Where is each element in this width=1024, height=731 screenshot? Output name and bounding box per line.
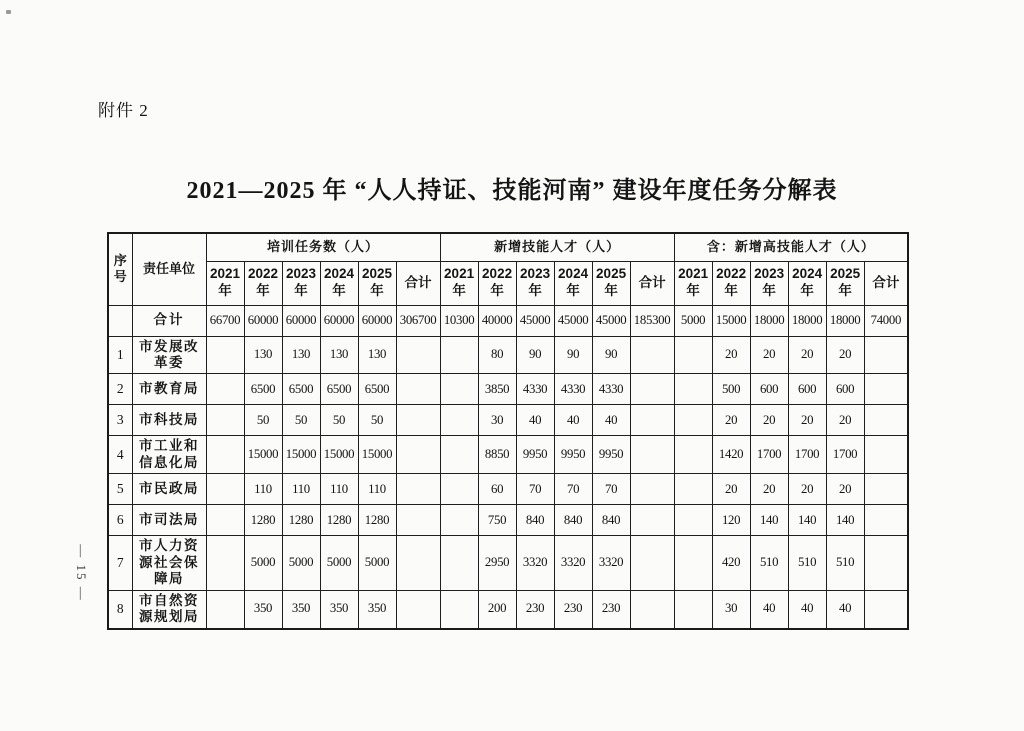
- cell-value: 3320: [592, 536, 630, 590]
- cell-value: [674, 374, 712, 405]
- cell-value: 140: [826, 505, 864, 536]
- cell-value: 2950: [478, 536, 516, 590]
- cell-value: 15000: [358, 436, 396, 474]
- table-row: [108, 536, 908, 590]
- cell-value: 420: [712, 536, 750, 590]
- cell-value: 840: [516, 505, 554, 536]
- table-row: [108, 405, 908, 436]
- header-year-col: 2025年: [358, 261, 396, 305]
- cell-unit: 市科技局: [132, 405, 206, 436]
- cell-value: 40: [592, 405, 630, 436]
- cell-value: 90: [554, 336, 592, 374]
- cell-value: 120: [712, 505, 750, 536]
- cell-value: 5000: [674, 305, 712, 336]
- cell-seq: 1: [108, 336, 132, 374]
- cell-value: 1700: [750, 436, 788, 474]
- cell-value: [440, 590, 478, 628]
- header-year-col: 2023年: [282, 261, 320, 305]
- cell-value: 600: [826, 374, 864, 405]
- cell-value: 230: [592, 590, 630, 628]
- cell-value: 90: [592, 336, 630, 374]
- cell-value: 130: [244, 336, 282, 374]
- header-year-col: 2023年: [750, 261, 788, 305]
- cell-value: [396, 505, 440, 536]
- cell-seq: 4: [108, 436, 132, 474]
- cell-value: 45000: [516, 305, 554, 336]
- cell-value: [206, 536, 244, 590]
- cell-value: 20: [788, 474, 826, 505]
- cell-value: 5000: [320, 536, 358, 590]
- cell-value: 20: [750, 474, 788, 505]
- task-breakdown-table: [107, 232, 909, 630]
- cell-value: 10300: [440, 305, 478, 336]
- cell-value: [440, 536, 478, 590]
- cell-value: [206, 474, 244, 505]
- cell-value: 50: [282, 405, 320, 436]
- cell-value: [630, 436, 674, 474]
- cell-value: 40: [826, 590, 864, 628]
- cell-value: [630, 374, 674, 405]
- cell-unit: 市人力资源社会保障局: [132, 536, 206, 590]
- cell-value: 110: [282, 474, 320, 505]
- cell-value: [396, 436, 440, 474]
- cell-value: 20: [712, 336, 750, 374]
- cell-value: 1700: [826, 436, 864, 474]
- table-row: [108, 436, 908, 474]
- cell-value: 6500: [358, 374, 396, 405]
- cell-unit: 市教育局: [132, 374, 206, 405]
- cell-value: 45000: [554, 305, 592, 336]
- cell-value: [396, 474, 440, 505]
- cell-value: 15000: [320, 436, 358, 474]
- cell-value: [864, 374, 908, 405]
- cell-seq: 8: [108, 590, 132, 628]
- cell-value: 110: [358, 474, 396, 505]
- cell-value: [674, 405, 712, 436]
- scan-artifact: [6, 10, 11, 14]
- header-year-col: 2021年: [674, 261, 712, 305]
- cell-value: 70: [516, 474, 554, 505]
- cell-value: 3320: [516, 536, 554, 590]
- cell-seq: 2: [108, 374, 132, 405]
- cell-value: [864, 536, 908, 590]
- header-group-training: 培训任务数（人）: [206, 233, 440, 261]
- header-year-col: 2021年: [206, 261, 244, 305]
- cell-value: 50: [320, 405, 358, 436]
- header-year-col: 2022年: [712, 261, 750, 305]
- cell-value: 350: [358, 590, 396, 628]
- cell-value: 1280: [282, 505, 320, 536]
- cell-value: 130: [282, 336, 320, 374]
- cell-value: 20: [750, 336, 788, 374]
- cell-value: 40: [554, 405, 592, 436]
- cell-value: 70: [554, 474, 592, 505]
- cell-value: 500: [712, 374, 750, 405]
- header-year-col: 2022年: [244, 261, 282, 305]
- header-year-col: 2022年: [478, 261, 516, 305]
- cell-value: 600: [750, 374, 788, 405]
- cell-value: 1280: [320, 505, 358, 536]
- cell-value: [440, 474, 478, 505]
- cell-value: 350: [244, 590, 282, 628]
- header-row-years: [108, 261, 908, 305]
- cell-value: [440, 505, 478, 536]
- cell-value: [396, 536, 440, 590]
- cell-value: [206, 374, 244, 405]
- cell-value: 60000: [244, 305, 282, 336]
- cell-value: [630, 536, 674, 590]
- cell-value: [630, 474, 674, 505]
- cell-value: 80: [478, 336, 516, 374]
- cell-value: 60000: [320, 305, 358, 336]
- cell-value: 90: [516, 336, 554, 374]
- cell-value: 110: [320, 474, 358, 505]
- table-row: [108, 590, 908, 628]
- cell-value: 350: [320, 590, 358, 628]
- header-group-new-skilled: 新增技能人才（人）: [440, 233, 674, 261]
- cell-value: [440, 336, 478, 374]
- cell-value: [630, 405, 674, 436]
- cell-value: 130: [358, 336, 396, 374]
- cell-value: [440, 436, 478, 474]
- cell-value: 15000: [282, 436, 320, 474]
- cell-unit: 市发展改革委: [132, 336, 206, 374]
- cell-value: [674, 505, 712, 536]
- cell-value: [396, 405, 440, 436]
- cell-value: [674, 536, 712, 590]
- header-year-col: 2021年: [440, 261, 478, 305]
- cell-value: 74000: [864, 305, 908, 336]
- cell-value: 1700: [788, 436, 826, 474]
- cell-value: 5000: [282, 536, 320, 590]
- cell-value: 15000: [244, 436, 282, 474]
- header-seq: 序号: [108, 233, 132, 305]
- cell-value: [864, 405, 908, 436]
- cell-value: 9950: [516, 436, 554, 474]
- cell-value: 30: [478, 405, 516, 436]
- cell-value: 60: [478, 474, 516, 505]
- cell-value: 4330: [554, 374, 592, 405]
- cell-value: 40: [750, 590, 788, 628]
- cell-value: 350: [282, 590, 320, 628]
- cell-value: 306700: [396, 305, 440, 336]
- cell-value: [630, 590, 674, 628]
- cell-value: 18000: [788, 305, 826, 336]
- header-group-high-skilled: 含：新增高技能人才（人）: [674, 233, 908, 261]
- cell-value: 510: [750, 536, 788, 590]
- cell-value: [396, 374, 440, 405]
- cell-value: [864, 505, 908, 536]
- cell-value: 110: [244, 474, 282, 505]
- cell-value: 200: [478, 590, 516, 628]
- cell-value: 140: [750, 505, 788, 536]
- cell-value: 20: [712, 405, 750, 436]
- cell-unit: 市民政局: [132, 474, 206, 505]
- cell-value: 600: [788, 374, 826, 405]
- table-row: [108, 505, 908, 536]
- cell-value: [396, 590, 440, 628]
- page-number: — 15 —: [74, 544, 89, 602]
- cell-value: 20: [788, 405, 826, 436]
- total-row: [108, 305, 908, 336]
- cell-value: 130: [320, 336, 358, 374]
- cell-value: [674, 474, 712, 505]
- table-row: [108, 374, 908, 405]
- cell-value: 60000: [358, 305, 396, 336]
- cell-value: 5000: [358, 536, 396, 590]
- header-row-groups: [108, 233, 908, 261]
- cell-value: 9950: [554, 436, 592, 474]
- page-title: 2021—2025 年 “人人持证、技能河南” 建设年度任务分解表: [186, 178, 838, 204]
- cell-unit: 市自然资源规划局: [132, 590, 206, 628]
- header-year-col: 2025年: [592, 261, 630, 305]
- cell-value: [864, 474, 908, 505]
- cell-seq: 7: [108, 536, 132, 590]
- cell-value: 840: [554, 505, 592, 536]
- cell-value: 185300: [630, 305, 674, 336]
- cell-value: [206, 505, 244, 536]
- header-year-col: 2024年: [788, 261, 826, 305]
- cell-value: [206, 405, 244, 436]
- cell-value: [674, 436, 712, 474]
- cell-value: 20: [826, 405, 864, 436]
- cell-value: [206, 590, 244, 628]
- cell-value: 20: [712, 474, 750, 505]
- cell-value: [674, 590, 712, 628]
- cell-value: 230: [554, 590, 592, 628]
- cell-value: 1420: [712, 436, 750, 474]
- cell-value: 15000: [712, 305, 750, 336]
- cell-value: [440, 405, 478, 436]
- header-year-col: 2024年: [554, 261, 592, 305]
- cell-value: [630, 505, 674, 536]
- cell-seq: 3: [108, 405, 132, 436]
- cell-value: 18000: [750, 305, 788, 336]
- cell-value: 840: [592, 505, 630, 536]
- cell-value: 18000: [826, 305, 864, 336]
- attachment-label: 附件 2: [98, 101, 149, 120]
- cell-value: 750: [478, 505, 516, 536]
- cell-value: 6500: [282, 374, 320, 405]
- header-year-col: 合计: [396, 261, 440, 305]
- header-year-col: 合计: [630, 261, 674, 305]
- cell-seq: 6: [108, 505, 132, 536]
- cell-value: 1280: [244, 505, 282, 536]
- cell-value: 50: [358, 405, 396, 436]
- cell-seq: 5: [108, 474, 132, 505]
- header-year-col: 2024年: [320, 261, 358, 305]
- header-year-col: 2023年: [516, 261, 554, 305]
- cell-unit: 市工业和信息化局: [132, 436, 206, 474]
- cell-value: 30: [712, 590, 750, 628]
- cell-value: [630, 336, 674, 374]
- header-year-col: 合计: [864, 261, 908, 305]
- cell-unit: 市司法局: [132, 505, 206, 536]
- cell-value: 20: [826, 474, 864, 505]
- table-row: [108, 474, 908, 505]
- cell-value: 20: [750, 405, 788, 436]
- cell-value: 3320: [554, 536, 592, 590]
- cell-value: 4330: [592, 374, 630, 405]
- cell-value: [674, 336, 712, 374]
- cell-value: 9950: [592, 436, 630, 474]
- cell-value: 8850: [478, 436, 516, 474]
- cell-value: 40: [788, 590, 826, 628]
- cell-value: 20: [788, 336, 826, 374]
- cell-value: [396, 336, 440, 374]
- cell-value: 20: [826, 336, 864, 374]
- cell-value: [864, 436, 908, 474]
- cell-value: 40000: [478, 305, 516, 336]
- cell-value: 40: [516, 405, 554, 436]
- cell-value: [864, 590, 908, 628]
- header-year-col: 2025年: [826, 261, 864, 305]
- cell-value: 5000: [244, 536, 282, 590]
- cell-value: 230: [516, 590, 554, 628]
- cell-value: 140: [788, 505, 826, 536]
- cell-value: [440, 374, 478, 405]
- cell-value: 1280: [358, 505, 396, 536]
- cell-value: 60000: [282, 305, 320, 336]
- cell-value: 4330: [516, 374, 554, 405]
- cell-value: 510: [788, 536, 826, 590]
- cell-value: [864, 336, 908, 374]
- cell-value: 45000: [592, 305, 630, 336]
- cell-value: [206, 436, 244, 474]
- cell-value: 66700: [206, 305, 244, 336]
- cell-value: 70: [592, 474, 630, 505]
- cell-value: 6500: [320, 374, 358, 405]
- cell-value: 50: [244, 405, 282, 436]
- cell-unit: 合计: [132, 305, 206, 336]
- header-unit: 责任单位: [132, 233, 206, 305]
- cell-value: 6500: [244, 374, 282, 405]
- cell-value: 3850: [478, 374, 516, 405]
- cell-value: 510: [826, 536, 864, 590]
- table-row: [108, 336, 908, 374]
- cell-seq: [108, 305, 132, 336]
- cell-value: [206, 336, 244, 374]
